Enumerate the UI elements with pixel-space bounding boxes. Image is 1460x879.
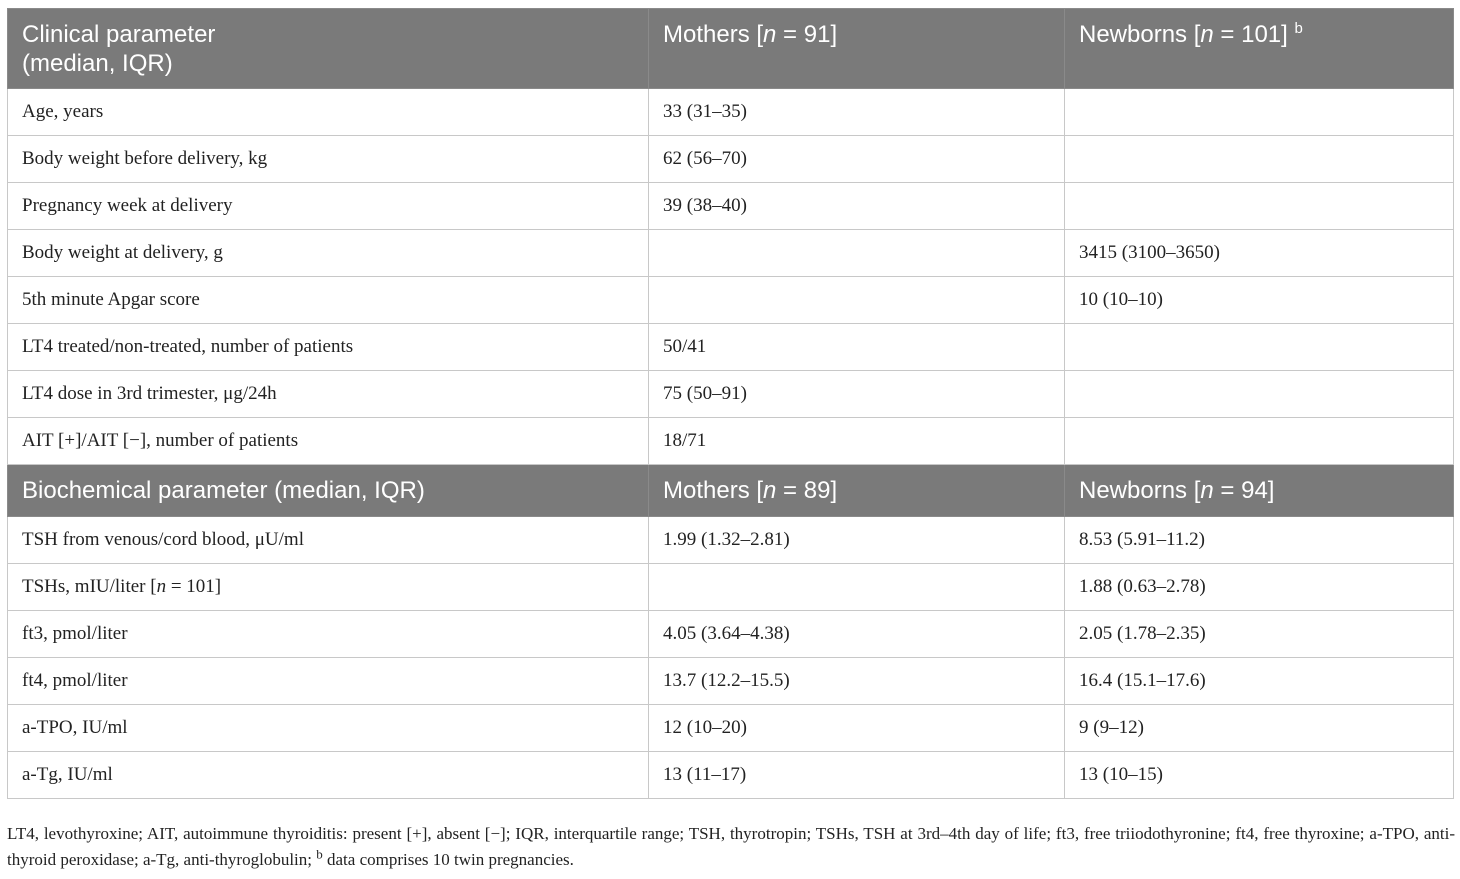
header-newborns-n: n [1200,21,1214,48]
param-cell: ft4, pmol/liter [8,658,649,705]
param-cell: LT4 dose in 3rd trimester, μg/24h [8,371,649,418]
table-row [8,136,1454,183]
subheader-newborns-prefix: Newborns [ [1079,477,1201,504]
table-row [8,658,1454,705]
param-n: n [156,576,167,597]
newborns-cell [1065,136,1454,183]
param-cell: AIT [+]/AIT [−], number of patients [8,418,649,465]
newborns-cell [1065,183,1454,230]
newborns-cell [1065,324,1454,371]
param-prefix: TSHs, mIU/liter [ [22,576,157,597]
param-cell: ft3, pmol/liter [8,611,649,658]
newborns-cell [1065,89,1454,136]
header-mothers-prefix: Mothers [ [663,21,764,48]
footnote-tail: data comprises 10 twin pregnancies. [322,850,574,869]
footnote-text: LT4, levothyroxine; AIT, autoimmune thyroiditis: present [+], absent [−]; IQR, interquartile range; TSH, thyrotropin; TSHs, TSH at 3rd–4th day of life; ft3, free triiodothyronine; ft4, free thyroxine; a-TPO, anti-thyroid peroxidase; a-Tg, anti-thyroglobulin; [7,824,1455,869]
header-mothers-n: n [763,21,777,48]
param-suffix: = 101] [166,576,222,597]
header-clinical-line2: (median, IQR) [22,50,173,77]
header-clinical-line1: Clinical parameter [22,21,216,48]
table-row [8,517,1454,564]
subheader-mothers [649,465,1065,517]
table-row [8,611,1454,658]
header-newborns [1065,9,1454,89]
newborns-cell: 8.53 (5.91–11.2) [1065,517,1454,564]
param-cell: TSH from venous/cord blood, μU/ml [8,517,649,564]
table-row [8,752,1454,799]
header-newborns-suffix: = 101] [1213,21,1288,48]
mothers-cell: 39 (38–40) [649,183,1065,230]
param-cell: a-TPO, IU/ml [8,705,649,752]
mothers-cell: 13.7 (12.2–15.5) [649,658,1065,705]
table-row [8,277,1454,324]
footnote-mark: b [316,846,323,862]
data-table-container [7,8,1453,799]
param-cell: 5th minute Apgar score [8,277,649,324]
clinical-biochemical-table [7,8,1454,799]
table-row [8,371,1454,418]
newborns-cell: 3415 (3100–3650) [1065,230,1454,277]
mothers-cell [649,230,1065,277]
param-cell: Body weight before delivery, kg [8,136,649,183]
subheader-newborns-suffix: = 94] [1213,477,1275,504]
mothers-cell: 75 (50–91) [649,371,1065,418]
subheader-mothers-n: n [763,477,777,504]
subheader-newborns-n: n [1200,477,1214,504]
header-biochemical-parameter: Biochemical parameter (median, IQR) [8,465,649,517]
mothers-cell: 4.05 (3.64–4.38) [649,611,1065,658]
mothers-cell: 18/71 [649,418,1065,465]
table-row [8,324,1454,371]
mothers-cell: 33 (31–35) [649,89,1065,136]
newborns-cell: 2.05 (1.78–2.35) [1065,611,1454,658]
newborns-cell [1065,371,1454,418]
newborns-cell: 10 (10–10) [1065,277,1454,324]
subheader-newborns [1065,465,1454,517]
header-newborns-prefix: Newborns [ [1079,21,1201,48]
header-mothers-suffix: = 91] [776,21,838,48]
table-row [8,564,1454,611]
newborns-cell: 1.88 (0.63–2.78) [1065,564,1454,611]
newborns-cell: 9 (9–12) [1065,705,1454,752]
mothers-cell: 1.99 (1.32–2.81) [649,517,1065,564]
param-cell: Pregnancy week at delivery [8,183,649,230]
param-cell: a-Tg, IU/ml [8,752,649,799]
param-cell [8,564,649,611]
newborns-cell: 16.4 (15.1–17.6) [1065,658,1454,705]
newborns-cell [1065,418,1454,465]
subheader-mothers-suffix: = 89] [776,477,838,504]
header-mothers [649,9,1065,89]
param-cell: Age, years [8,89,649,136]
newborns-cell: 13 (10–15) [1065,752,1454,799]
mothers-cell [649,277,1065,324]
mothers-cell: 13 (11–17) [649,752,1065,799]
table-row [8,418,1454,465]
table-row [8,230,1454,277]
table-header-row [8,9,1454,89]
subheader-mothers-prefix: Mothers [ [663,477,764,504]
header-clinical-parameter [8,9,649,89]
mothers-cell: 12 (10–20) [649,705,1065,752]
mothers-cell: 50/41 [649,324,1065,371]
table-footnote [7,821,1455,873]
header-newborns-footnote-mark: b [1294,20,1303,37]
table-row [8,705,1454,752]
mothers-cell: 62 (56–70) [649,136,1065,183]
table-row [8,183,1454,230]
mothers-cell [649,564,1065,611]
biochemical-header-row [8,465,1454,517]
param-cell: Body weight at delivery, g [8,230,649,277]
table-row [8,89,1454,136]
param-cell: LT4 treated/non-treated, number of patients [8,324,649,371]
